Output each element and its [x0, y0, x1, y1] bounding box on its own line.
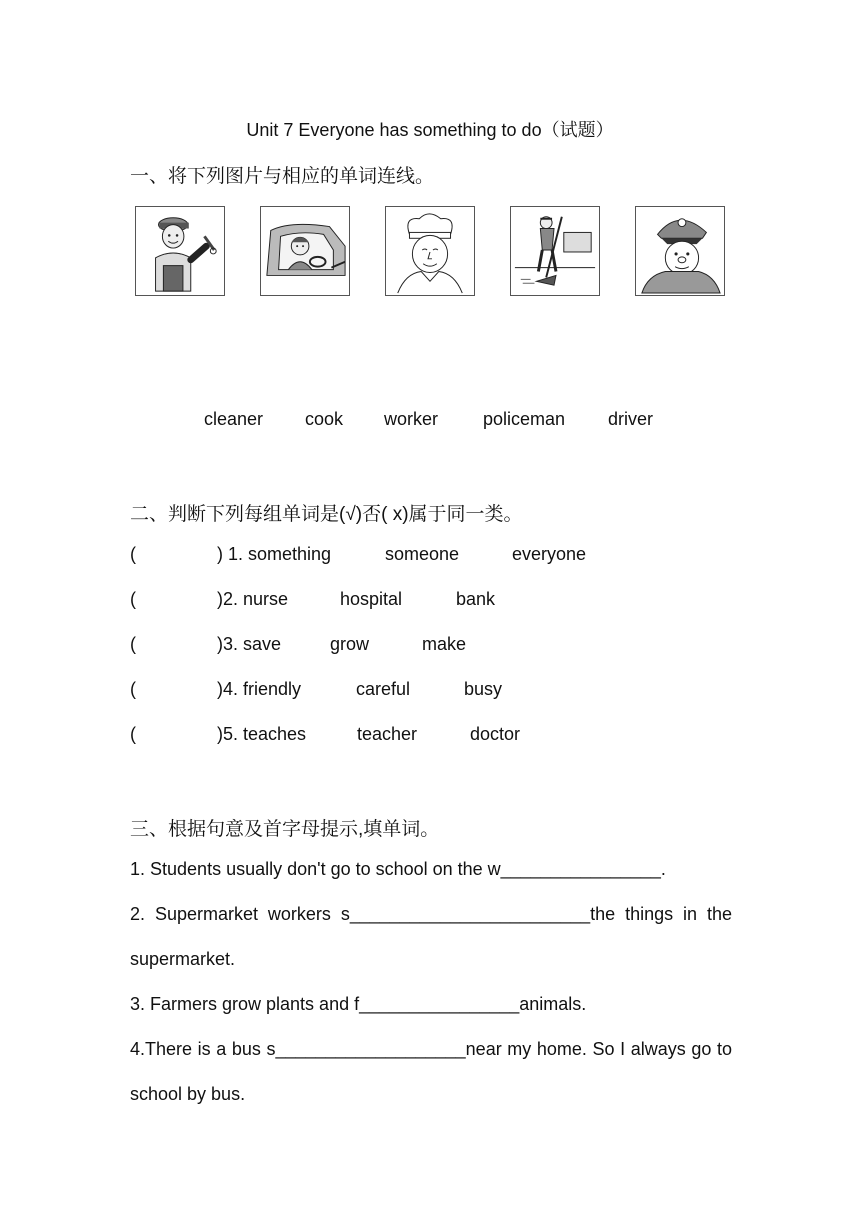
page-title: Unit 7 Everyone has something to do（试题）	[246, 120, 614, 140]
answer-blank[interactable]: (	[130, 589, 136, 609]
answer-blank[interactable]: (	[130, 724, 136, 744]
item-word-2: hospital	[340, 589, 403, 609]
judge-item-5	[130, 724, 730, 748]
word-cook: cook	[305, 409, 344, 429]
item-word-1: )5. teaches	[217, 724, 307, 744]
item-word-2: grow	[330, 634, 370, 654]
street-cleaner-icon	[511, 207, 599, 295]
picture-policeman	[635, 206, 725, 296]
fill-question-4-cont: school by bus.	[130, 1084, 246, 1104]
section1-heading: 一、将下列图片与相应的单词连线。	[130, 166, 435, 187]
item-word-1: ) 1. something	[217, 544, 332, 564]
fill-question-2: 2. Supermarket workers s________________________the things in the	[130, 904, 732, 924]
item-word-1: )3. save	[217, 634, 282, 654]
picture-cook	[385, 206, 475, 296]
fill-question-3: 3. Farmers grow plants and f________________animals.	[130, 994, 587, 1014]
section3-heading: 三、根据句意及首字母提示,填单词。	[130, 819, 440, 840]
section2-heading: 二、判断下列每组单词是(√)否( x)属于同一类。	[130, 504, 523, 525]
judge-item-4	[130, 679, 730, 703]
word-policeman: policeman	[483, 409, 566, 429]
item-word-3: make	[422, 634, 467, 654]
fill-question-2-cont: supermarket.	[130, 949, 236, 969]
item-word-1: )2. nurse	[217, 589, 289, 609]
picture-worker	[135, 206, 225, 296]
answer-blank[interactable]: (	[130, 634, 136, 654]
word-driver: driver	[608, 409, 654, 429]
item-word-2: teacher	[357, 724, 418, 744]
fill-question-4: 4.There is a bus s___________________near my home. So I always go to	[130, 1039, 732, 1059]
item-word-2: careful	[356, 679, 411, 699]
fill-question-1: 1. Students usually don't go to school on the w________________.	[130, 859, 666, 879]
picture-cleaner	[510, 206, 600, 296]
policeman-icon	[636, 207, 724, 295]
car-driver-icon	[261, 207, 349, 295]
item-word-1: )4. friendly	[217, 679, 302, 699]
answer-blank[interactable]: (	[130, 679, 136, 699]
judge-item-1	[130, 544, 730, 568]
item-word-3: everyone	[512, 544, 587, 564]
answer-blank[interactable]: (	[130, 544, 136, 564]
judge-item-2	[130, 589, 730, 613]
word-worker: worker	[384, 409, 439, 429]
item-word-3: doctor	[470, 724, 521, 744]
word-cleaner: cleaner	[204, 409, 264, 429]
item-word-3: busy	[464, 679, 503, 699]
item-word-3: bank	[456, 589, 496, 609]
item-word-2: someone	[385, 544, 460, 564]
chef-cook-icon	[386, 207, 474, 295]
picture-driver	[260, 206, 350, 296]
judge-item-3	[130, 634, 730, 658]
mechanic-worker-icon	[136, 207, 224, 295]
